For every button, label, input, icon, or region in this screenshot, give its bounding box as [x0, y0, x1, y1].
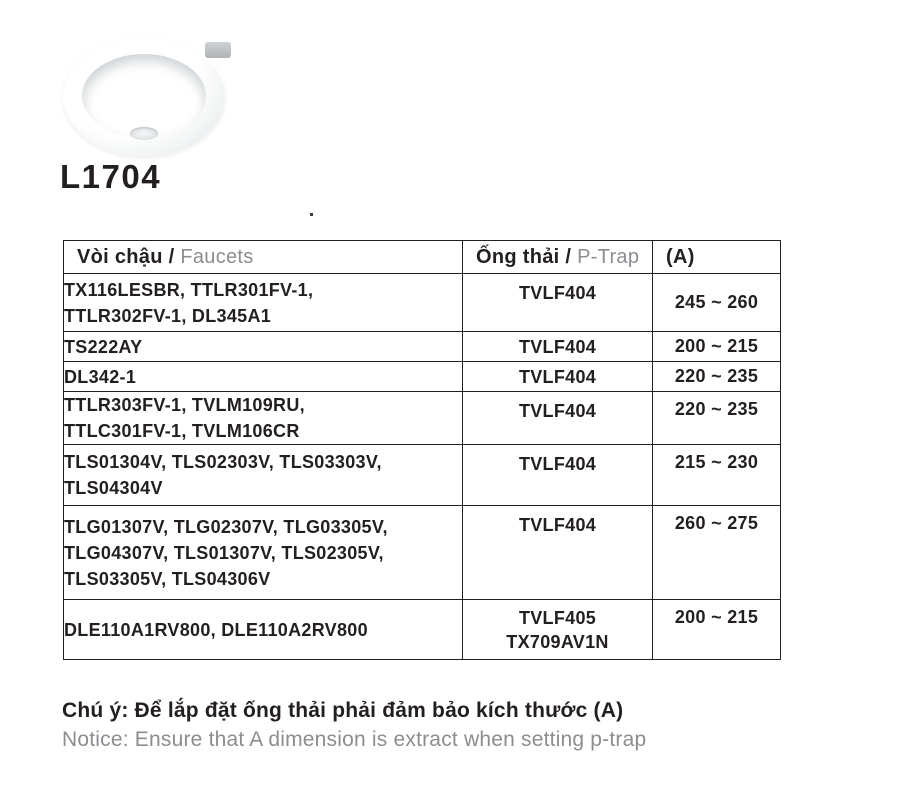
table-row	[64, 600, 781, 660]
table-row	[64, 362, 781, 392]
table-row	[64, 506, 781, 600]
faucet-models-line: TLS04304V	[64, 478, 163, 498]
ptrap-cell	[463, 332, 653, 362]
basin-drain	[130, 127, 158, 140]
ptrap-model-line: TVLF405	[518, 607, 597, 628]
faucet-ptrap-spec-table	[63, 240, 781, 660]
faucet-spout-shape	[205, 42, 231, 58]
ptrap-cell	[463, 445, 653, 506]
faucets-cell	[64, 506, 463, 600]
dimension-cell: 260 ~ 275	[653, 506, 781, 600]
faucet-models-line: TLS03305V, TLS04306V	[64, 568, 271, 589]
dimension-cell: 220 ~ 235	[653, 362, 781, 392]
header-faucets-en: Faucets	[180, 245, 254, 268]
ptrap-cell	[463, 274, 653, 332]
header-ptrap-vi: Ống thải /	[476, 245, 572, 268]
dimension-cell: 200 ~ 215	[653, 332, 781, 362]
faucets-cell	[64, 445, 463, 506]
faucet-models-line: TTLR303FV-1, TVLM109RU,	[64, 395, 305, 415]
ptrap-model-line: TVLF404	[518, 515, 597, 535]
product-model-title: L1704	[60, 158, 162, 195]
print-speck	[310, 213, 313, 216]
faucets-cell	[64, 600, 463, 660]
faucet-models-line: TTLR302FV-1, DL345A1	[64, 305, 272, 326]
dimension-cell: 215 ~ 230	[653, 445, 781, 506]
faucet-models-line: DLE110A1RV800, DLE110A2RV800	[64, 619, 368, 640]
ptrap-cell	[463, 392, 653, 445]
faucet-models-line: TX116LESBR, TTLR301FV-1,	[64, 279, 314, 300]
faucet-models-line: DL342-1	[64, 366, 137, 387]
faucet-models-line: TTLC301FV-1, TVLM106CR	[64, 421, 300, 441]
ptrap-model-line: TVLF404	[518, 401, 597, 421]
faucet-models-line: TS222AY	[64, 336, 143, 357]
ptrap-model-line: TVLF404	[518, 366, 597, 387]
table-row	[64, 274, 781, 332]
table-row	[64, 332, 781, 362]
header-faucets	[64, 241, 463, 274]
dimension-cell: 245 ~ 260	[653, 274, 781, 332]
ptrap-cell	[463, 362, 653, 392]
ptrap-cell	[463, 506, 653, 600]
table-header-row	[64, 241, 781, 274]
header-ptrap-en: P-Trap	[577, 245, 640, 268]
note-english: Notice: Ensure that A dimension is extract when setting p-trap	[62, 728, 647, 751]
header-ptrap	[463, 241, 653, 274]
ptrap-model-line: TVLF404	[518, 454, 597, 474]
dimension-cell: 220 ~ 235	[653, 392, 781, 445]
ptrap-cell	[463, 600, 653, 660]
table-row	[64, 392, 781, 445]
table-row	[64, 445, 781, 506]
faucets-cell	[64, 274, 463, 332]
faucet-models-line: TLG01307V, TLG02307V, TLG03305V,	[64, 516, 388, 537]
ptrap-model-line: TX709AV1N	[506, 631, 609, 652]
product-image	[58, 30, 233, 160]
note-vietnamese: Chú ý: Để lắp đặt ống thải phải đảm bảo kích thước (A)	[62, 699, 624, 722]
faucet-models-line: TLS01304V, TLS02303V, TLS03303V,	[64, 452, 382, 472]
ptrap-model-line: TVLF404	[518, 336, 597, 357]
faucets-cell	[64, 362, 463, 392]
faucets-cell	[64, 332, 463, 362]
header-faucets-vi: Vòi chậu /	[77, 245, 175, 268]
header-dimension-a: (A)	[653, 241, 781, 274]
ptrap-model-line: TVLF404	[518, 283, 597, 303]
faucet-models-line: TLG04307V, TLS01307V, TLS02305V,	[64, 542, 384, 563]
dimension-cell: 200 ~ 215	[653, 600, 781, 660]
footnotes	[62, 696, 646, 754]
faucets-cell	[64, 392, 463, 445]
basin-bowl-inner	[82, 54, 206, 138]
